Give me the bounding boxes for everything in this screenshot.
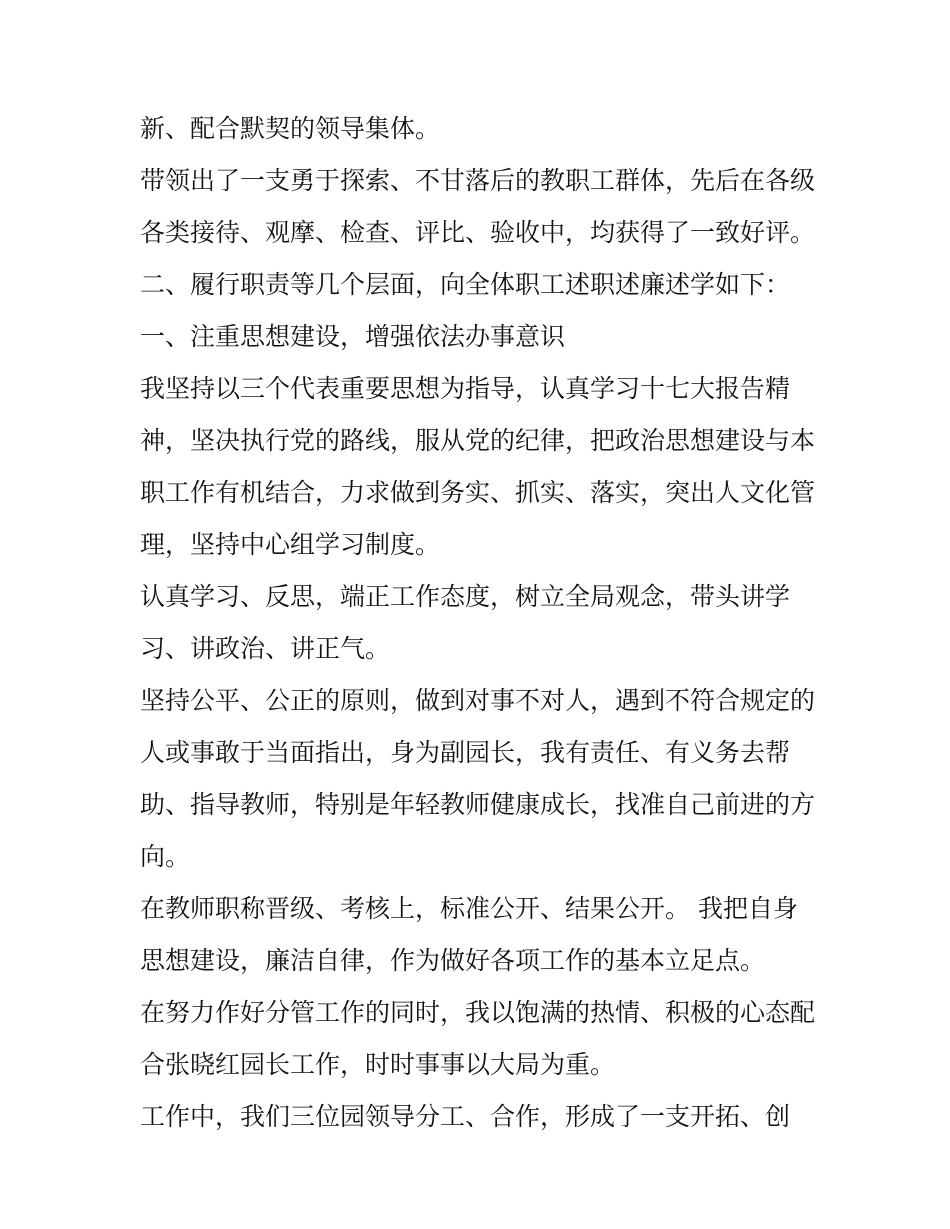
text-line: 理，坚持中心组学习制度。 [140,530,441,559]
text-line: 职工作有机结合，力求做到务实、抓实、落实，突出人文化管 [140,478,816,507]
section-heading: 一、注重思想建设，增强依法办事意识 [140,322,566,351]
text-line: 认真学习、反思，端正工作态度，树立全局观念，带头讲学 [140,582,791,611]
text-line: 我坚持以三个代表重要思想为指导，认真学习十七大报告精 [140,374,791,403]
text-line: 思想建设，廉洁自律，作为做好各项工作的基本立足点。 [140,946,766,975]
text-line: 习、讲政治、讲正气。 [140,634,391,663]
document-body [140,103,830,1143]
text-line: 带领出了一支勇于探索、不甘落后的教职工群体，先后在各级 [140,166,816,195]
text-line: 二、履行职责等几个层面，向全体职工述职述廉述学如下： [140,270,791,299]
text-line: 助、指导教师，特别是年轻教师健康成长，找准自己前进的方 [140,790,816,819]
text-line: 在教师职称晋级、考核上，标准公开、结果公开。 我把自身 [140,894,798,923]
text-line: 合张晓红园长工作，时时事事以大局为重。 [140,1050,616,1079]
text-line: 各类接待、观摩、检查、评比、验收中，均获得了一致好评。 [140,218,816,247]
text-line: 人或事敢于当面指出，身为副园长，我有责任、有义务去帮 [140,738,791,767]
text-line: 向。 [140,842,191,871]
text-line: 坚持公平、公正的原则，做到对事不对人，遇到不符合规定的 [140,686,816,715]
text-line: 工作中，我们三位园领导分工、合作，形成了一支开拓、创 [140,1102,791,1131]
text-line: 神，坚决执行党的路线，服从党的纪律，把政治思想建设与本 [140,426,816,455]
text-line: 在努力作好分管工作的同时，我以饱满的热情、积极的心态配 [140,998,816,1027]
text-line: 新、配合默契的领导集体。 [140,114,441,143]
